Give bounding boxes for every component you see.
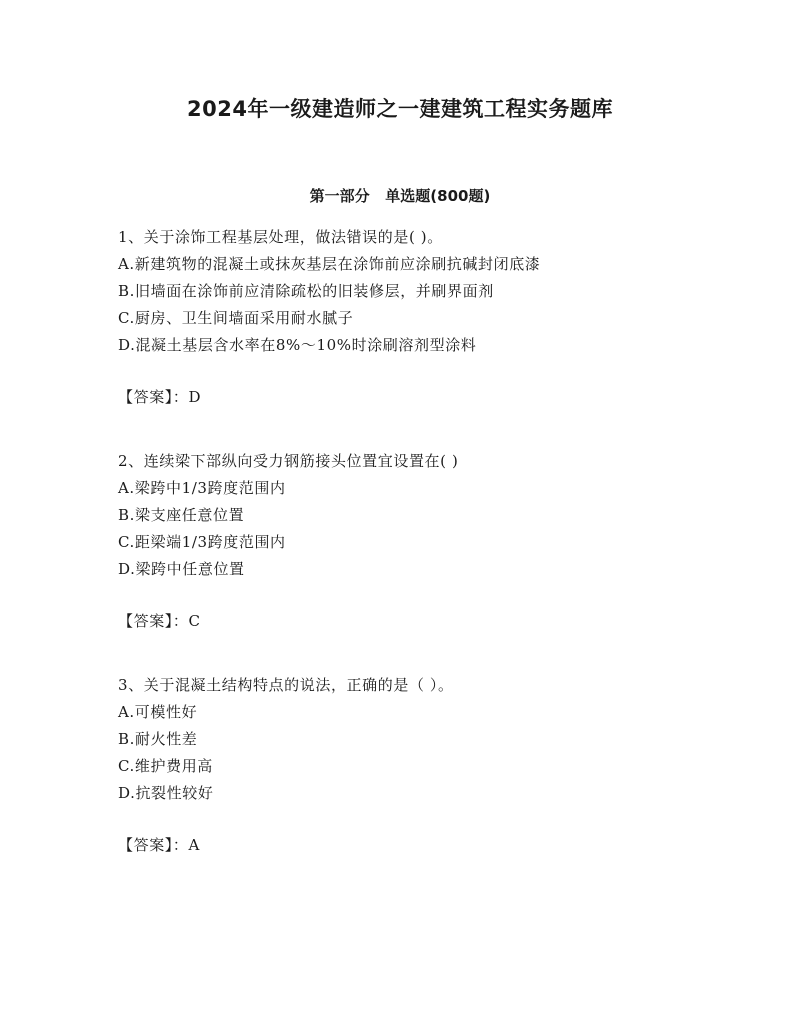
option-b: B.旧墙面在涂饰前应清除疏松的旧装修层，并刷界面剂 [118, 282, 494, 300]
option-d: D.混凝土基层含水率在8%～10%时涂刷溶剂型涂料 [118, 336, 477, 354]
question-list [118, 224, 718, 859]
option-c: C.维护费用高 [118, 757, 213, 775]
option-a: A.可模性好 [118, 703, 198, 721]
option-b: B.梁支座任意位置 [118, 506, 245, 524]
question-stem: 2、连续梁下部纵向受力钢筋接头位置宜设置在( ) [118, 452, 459, 470]
answer-line: 【答案】：A [118, 836, 200, 854]
option-c: C.距梁端1/3跨度范围内 [118, 533, 286, 551]
option-d: D.抗裂性较好 [118, 784, 214, 802]
question-block [118, 448, 718, 635]
document-title: 2024年一级建造师之一建建筑工程实务题库 [187, 97, 613, 121]
question-block [118, 224, 718, 411]
answer-line: 【答案】：D [118, 388, 202, 406]
option-a: A.梁跨中1/3跨度范围内 [118, 479, 286, 497]
option-c: C.厨房、卫生间墙面采用耐水腻子 [118, 309, 354, 327]
section-title: 第一部分 单选题(800题) [309, 187, 491, 205]
question-stem: 1、关于涂饰工程基层处理，做法错误的是( )。 [118, 228, 443, 246]
option-a: A.新建筑物的混凝土或抹灰基层在涂饰前应涂刷抗碱封闭底漆 [118, 255, 541, 273]
answer-line: 【答案】：C [118, 612, 201, 630]
question-stem: 3、关于混凝土结构特点的说法，正确的是（ ）。 [118, 676, 454, 694]
option-b: B.耐火性差 [118, 730, 198, 748]
option-d: D.梁跨中任意位置 [118, 560, 245, 578]
question-block [118, 672, 718, 859]
